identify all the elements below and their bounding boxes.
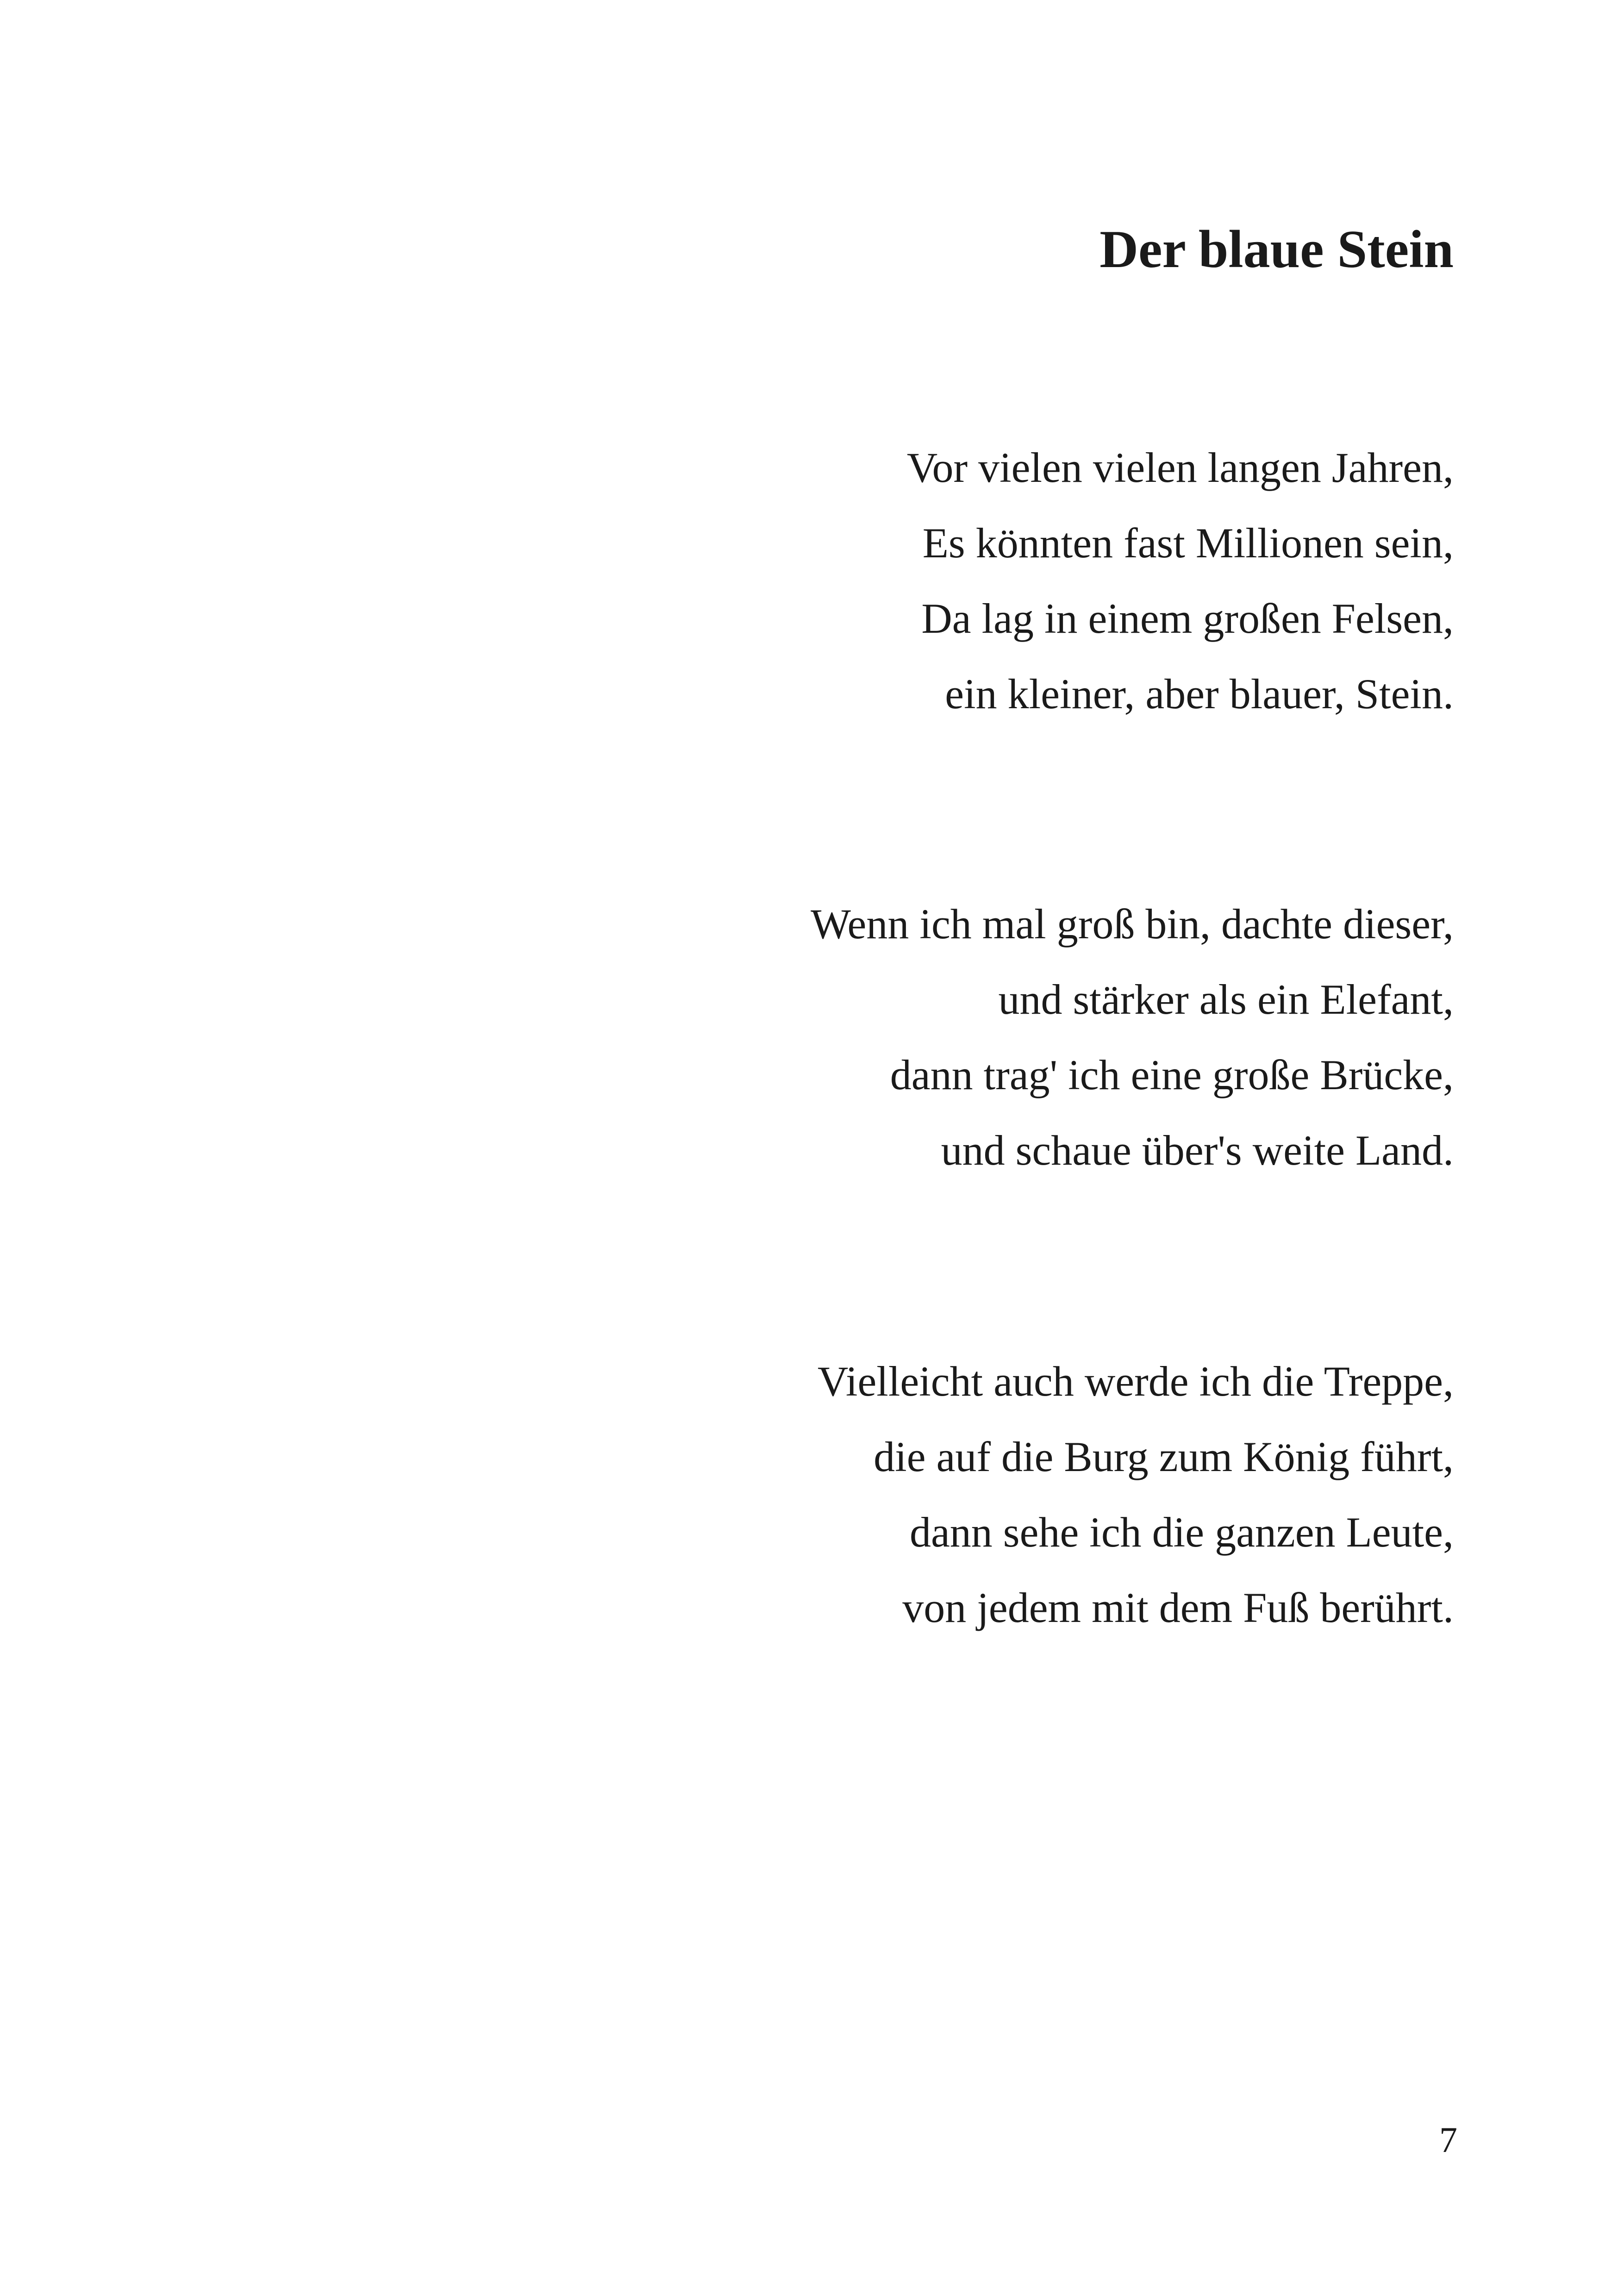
verse-line: ein kleiner, aber blauer, Stein. <box>945 670 1454 717</box>
page-number: 7 <box>1439 2120 1457 2160</box>
verse-line: Da lag in einem großen Felsen, <box>921 595 1454 642</box>
verse-line: von jedem mit dem Fuß berührt. <box>902 1584 1454 1631</box>
verse-line: und schaue über's weite Land. <box>941 1127 1454 1174</box>
verse-line: dann sehe ich die ganzen Leute, <box>909 1509 1454 1556</box>
stanza-1 <box>907 430 1454 732</box>
verse-line: dann trag' ich eine große Brücke, <box>890 1051 1454 1098</box>
verse-line: die auf die Burg zum König führt, <box>874 1433 1454 1480</box>
verse-line: Vor vielen vielen langen Jahren, <box>906 444 1454 491</box>
stanza-3 <box>818 1344 1454 1646</box>
verse-line: Vielleicht auch werde ich die Treppe, <box>817 1358 1454 1405</box>
stanza-2 <box>811 886 1454 1188</box>
verse-line: Wenn ich mal groß bin, dachte dieser, <box>811 900 1454 948</box>
poem-title: Der blaue Stein <box>1099 220 1454 279</box>
verse-line: und stärker als ein Elefant, <box>998 976 1454 1023</box>
verse-line: Es könnten fast Millionen sein, <box>922 519 1454 567</box>
